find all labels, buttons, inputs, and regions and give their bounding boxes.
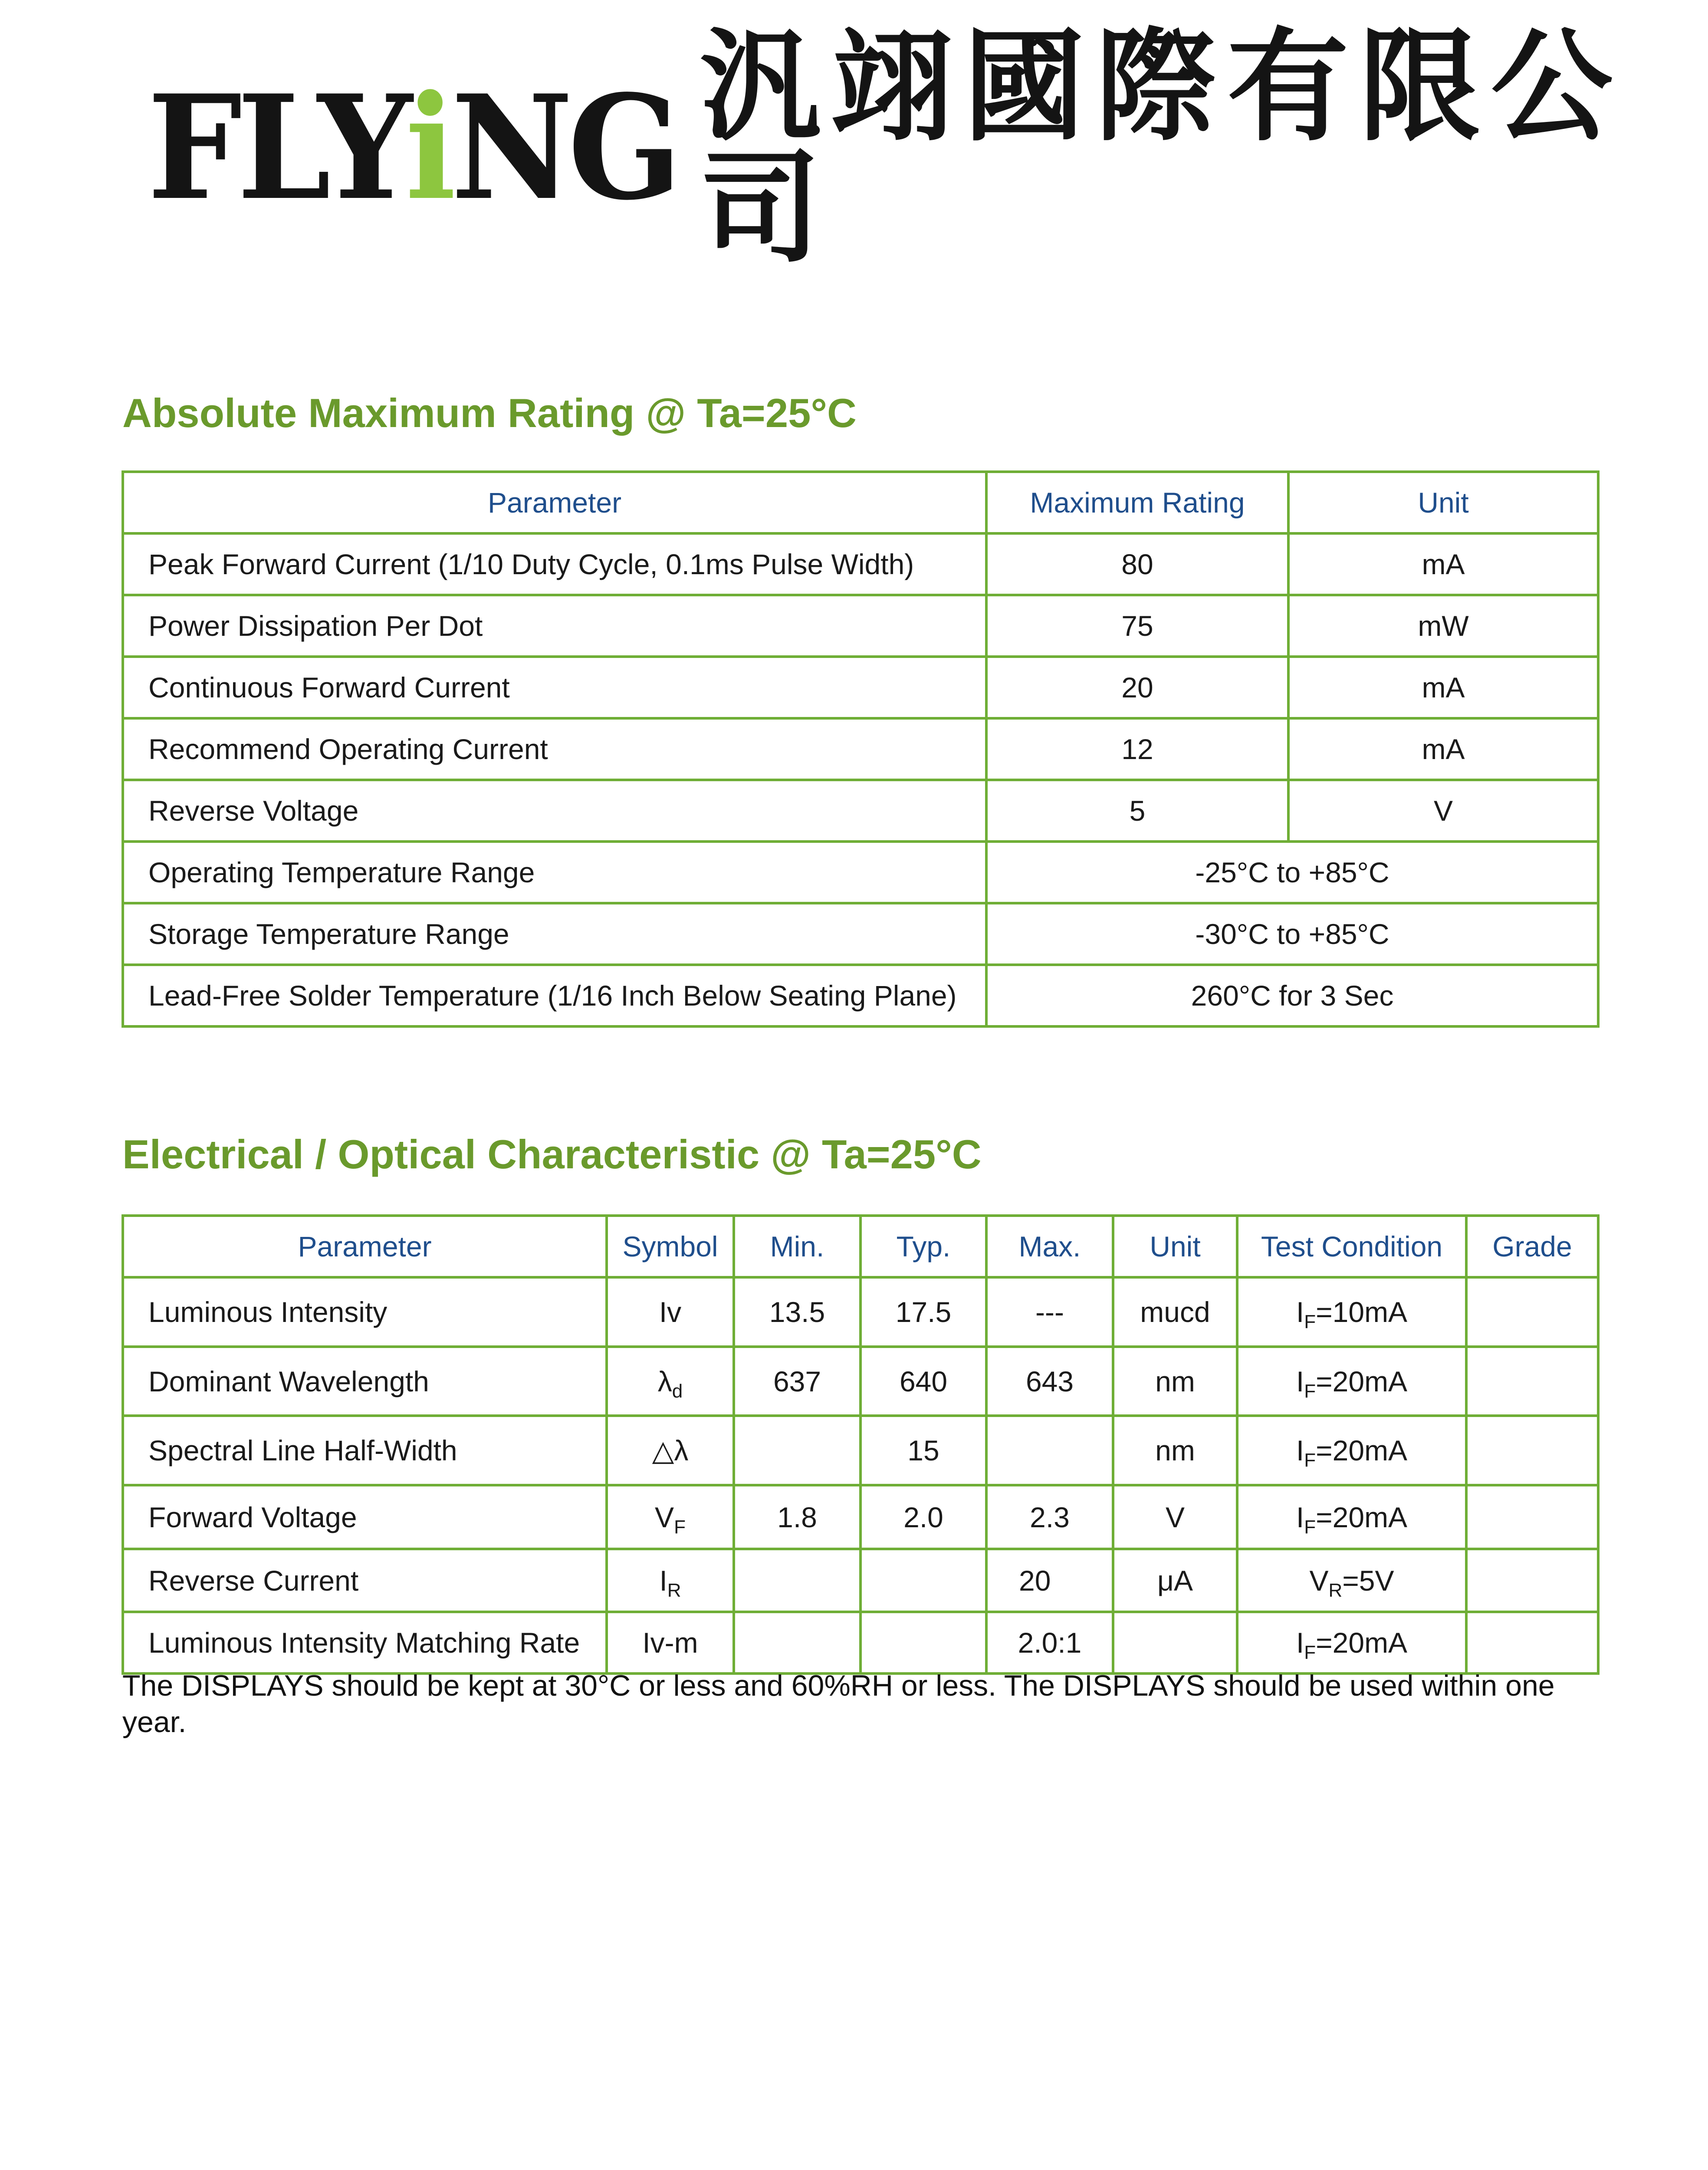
grade-cell: [1466, 1277, 1598, 1347]
min-cell: [734, 1549, 861, 1612]
table-header-row: [123, 1216, 1598, 1277]
unit-cell: mA: [1288, 657, 1598, 718]
unit-cell: nm: [1113, 1347, 1237, 1416]
table-row: [123, 657, 1598, 718]
unit-cell: μA: [1113, 1549, 1237, 1612]
unit-cell: mA: [1288, 718, 1598, 780]
col-header-max-rating: Maximum Rating: [986, 472, 1288, 533]
rating-cell: 75: [986, 595, 1288, 657]
max-cell: ---: [986, 1277, 1113, 1347]
col-header-parameter: Parameter: [123, 1216, 607, 1277]
min-cell: [734, 1416, 861, 1485]
col-header-unit: Unit: [1288, 472, 1598, 533]
grade-cell: [1466, 1347, 1598, 1416]
table-row: [123, 965, 1598, 1026]
typ-cell: 15: [861, 1416, 986, 1485]
table-row: [123, 842, 1598, 903]
symbol-cell: $\lambda_d$: [607, 1347, 734, 1416]
table-row: [123, 903, 1598, 965]
table-row: [123, 1485, 1598, 1549]
table-row: [123, 1277, 1598, 1347]
col-header-max: Max.: [986, 1216, 1113, 1277]
param-cell: Storage Temperature Range: [123, 903, 986, 965]
test-condition-cell: $I_F=20mA$: [1237, 1347, 1466, 1416]
logo-green-i: i: [405, 63, 451, 232]
rating-cell: 20: [986, 657, 1288, 718]
param-cell: Lead-Free Solder Temperature (1/16 Inch Below Seating Plane): [123, 965, 986, 1026]
unit-cell: mucd: [1113, 1277, 1237, 1347]
param-cell: Spectral Line Half-Width: [123, 1416, 607, 1485]
absolute-max-title: Absolute Maximum Rating @ Ta=25°C: [122, 390, 857, 436]
company-logo: [148, 15, 1708, 279]
grade-cell: [1466, 1549, 1598, 1612]
electro-optical-title: Electrical / Optical Characteristic @ Ta=25°C: [122, 1131, 982, 1177]
table-row: [123, 1416, 1598, 1485]
table-row: [123, 1347, 1598, 1416]
table-row: [123, 595, 1598, 657]
unit-cell: nm: [1113, 1416, 1237, 1485]
unit-cell: mA: [1288, 533, 1598, 595]
param-cell: Power Dissipation Per Dot: [123, 595, 986, 657]
rating-cell: -30°C to +85°C: [986, 903, 1598, 965]
typ-cell: [861, 1549, 986, 1612]
table-row: [123, 780, 1598, 842]
max-cell: 2.0:1: [986, 1612, 1113, 1674]
max-cell: 2.3: [986, 1485, 1113, 1549]
unit-cell: mW: [1288, 595, 1598, 657]
param-cell: Reverse Voltage: [123, 780, 986, 842]
grade-cell: [1466, 1612, 1598, 1674]
test-condition-cell: $I_F=10mA$: [1237, 1277, 1466, 1347]
col-header-typ: Typ.: [861, 1216, 986, 1277]
symbol-cell: $I_R$: [607, 1549, 734, 1612]
test-condition-cell: $I_F=20mA$: [1237, 1485, 1466, 1549]
grade-cell: [1466, 1416, 1598, 1485]
test-condition-cell: $V_R=5V$: [1237, 1549, 1466, 1612]
col-header-parameter: Parameter: [123, 472, 986, 533]
col-header-symbol: Symbol: [607, 1216, 734, 1277]
storage-note: The DISPLAYS should be kept at 30°C or less and 60%RH or less. The DISPLAYS should be used within one year.: [122, 1669, 1555, 1739]
typ-cell: 640: [861, 1347, 986, 1416]
max-cell: 643: [986, 1347, 1113, 1416]
company-name-cjk: 汎翊國際有限公司: [699, 15, 1623, 279]
absolute-max-table: [122, 470, 1600, 1028]
symbol-cell: $V_F$: [607, 1485, 734, 1549]
col-header-test-condition: Test Condition: [1237, 1216, 1466, 1277]
param-cell: Continuous Forward Current: [123, 657, 986, 718]
col-header-unit: Unit: [1113, 1216, 1237, 1277]
rating-cell: -25°C to +85°C: [986, 842, 1598, 903]
symbol-cell: Iv-m: [607, 1612, 734, 1674]
min-cell: 13.5: [734, 1277, 861, 1347]
rating-cell: 12: [986, 718, 1288, 780]
test-condition-cell: $I_F=20mA$: [1237, 1416, 1466, 1485]
rating-cell: 5: [986, 780, 1288, 842]
param-cell: Luminous Intensity: [123, 1277, 607, 1347]
max-cell: 20: [986, 1549, 1113, 1612]
max-cell: [986, 1416, 1113, 1485]
symbol-cell: △λ: [607, 1416, 734, 1485]
rating-cell: 80: [986, 533, 1288, 595]
param-cell: Dominant Wavelength: [123, 1347, 607, 1416]
min-cell: 637: [734, 1347, 861, 1416]
table-row: [123, 718, 1598, 780]
typ-cell: 17.5: [861, 1277, 986, 1347]
rating-cell: 260°C for 3 Sec: [986, 965, 1598, 1026]
unit-cell: V: [1288, 780, 1598, 842]
table-header-row: [123, 472, 1598, 533]
symbol-cell: Iv: [607, 1277, 734, 1347]
col-header-min: Min.: [734, 1216, 861, 1277]
col-header-grade: Grade: [1466, 1216, 1598, 1277]
param-cell: Reverse Current: [123, 1549, 607, 1612]
param-cell: Peak Forward Current (1/10 Duty Cycle, 0.1ms Pulse Width): [123, 533, 986, 595]
grade-cell: [1466, 1485, 1598, 1549]
typ-cell: [861, 1612, 986, 1674]
min-cell: [734, 1612, 861, 1674]
unit-cell: [1113, 1612, 1237, 1674]
table-row: [123, 533, 1598, 595]
table-row: [123, 1612, 1598, 1674]
param-cell: Operating Temperature Range: [123, 842, 986, 903]
electro-optical-table: [122, 1214, 1600, 1675]
param-cell: Forward Voltage: [123, 1485, 607, 1549]
test-condition-cell: $I_F=20mA$: [1237, 1612, 1466, 1674]
unit-cell: V: [1113, 1485, 1237, 1549]
param-cell: Recommend Operating Current: [123, 718, 986, 780]
param-cell: Luminous Intensity Matching Rate: [123, 1612, 607, 1674]
typ-cell: 2.0: [861, 1485, 986, 1549]
min-cell: 1.8: [734, 1485, 861, 1549]
logo-wordmark: FLYiNG: [148, 63, 677, 232]
table-row: [123, 1549, 1598, 1612]
